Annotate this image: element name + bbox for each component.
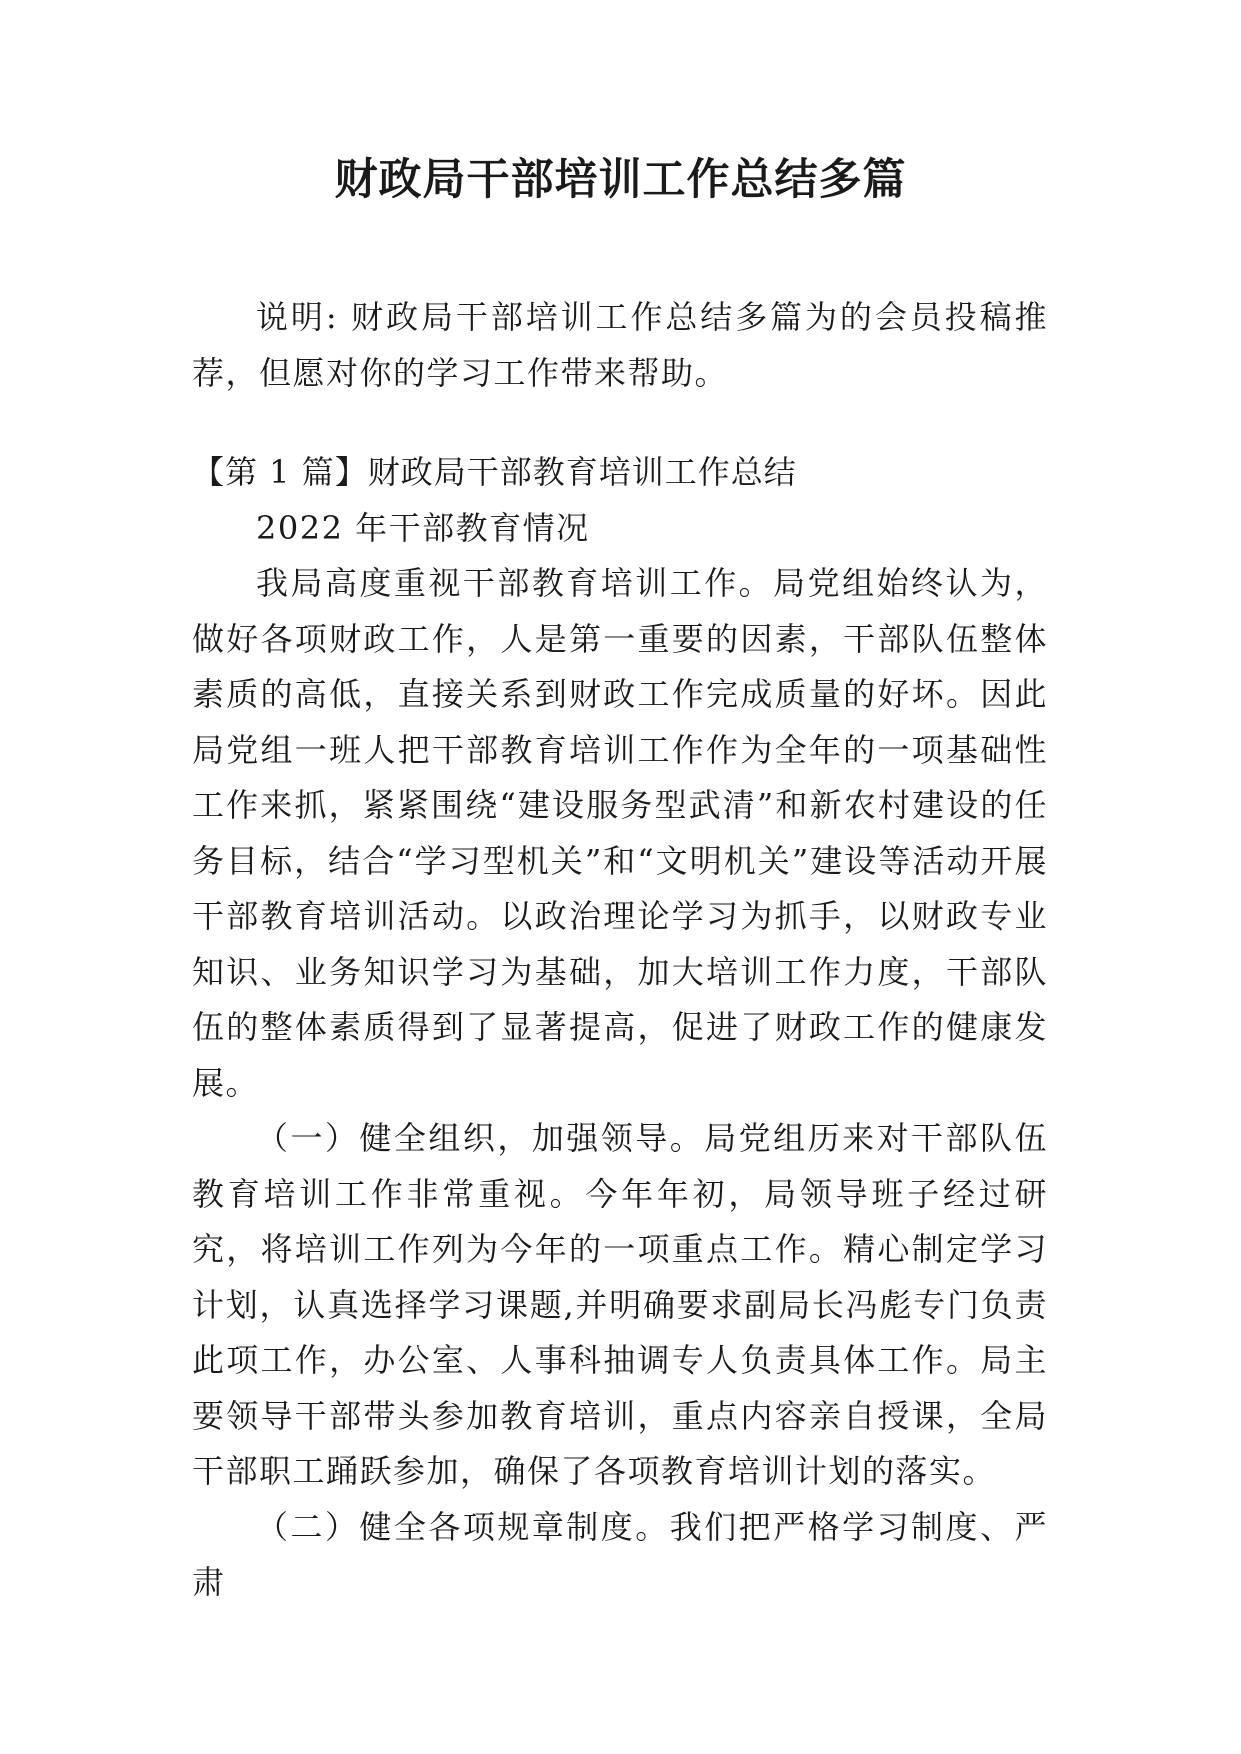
document-title: 财政局干部培训工作总结多篇 — [334, 155, 907, 205]
body-paragraph: 我局高度重视干部教育培训工作。局党组始终认为，做好各项财政工作，人是第一重要的因素，干部队伍整体素质的高低，直接关系到财政工作完成质量的好坏。因此局党组一班人把干部教育培训工作作为全年的一项基础性工作来抓，紧紧围绕“建设服务型武清”和新农村建设的任务目标，结合“学习型机关”和“文明机关”建设等活动开展干部教育培训活动。以政治理论学习为抓手，以财政专业知识、业务知识学习为基础，加大培训工作力度，干部队伍的整体素质得到了显著提高，促进了财政工作的健康发展。 — [192, 564, 1048, 1102]
section-heading: 【第 1 篇】财政局干部教育培训工作总结 — [192, 453, 797, 491]
body-paragraph: （一）健全组织，加强领导。局党组历来对干部队伍教育培训工作非常重视。今年年初，局领导班子经过研究，将培训工作列为今年的一项重点工作。精心制定学习计划，认真选择学习课题,并明确要求副局长冯彪专门负责此项工作，办公室、人事科抽调专人负责具体工作。局主要领导干部带头参加教育培训，重点内容亲自授课，全局干部职工踊跃参加，确保了各项教育培训计划的落实。 — [192, 1119, 1048, 1490]
intro-paragraph: 说明: 财政局干部培训工作总结多篇为的会员投稿推荐，但愿对你的学习工作带来帮助。 — [192, 298, 1048, 392]
document-body — [192, 290, 1048, 1611]
body-paragraph: （二）健全各项规章制度。我们把严格学习制度、严肃 — [192, 1507, 1048, 1601]
subheading: 2022 年干部教育情况 — [256, 508, 590, 547]
